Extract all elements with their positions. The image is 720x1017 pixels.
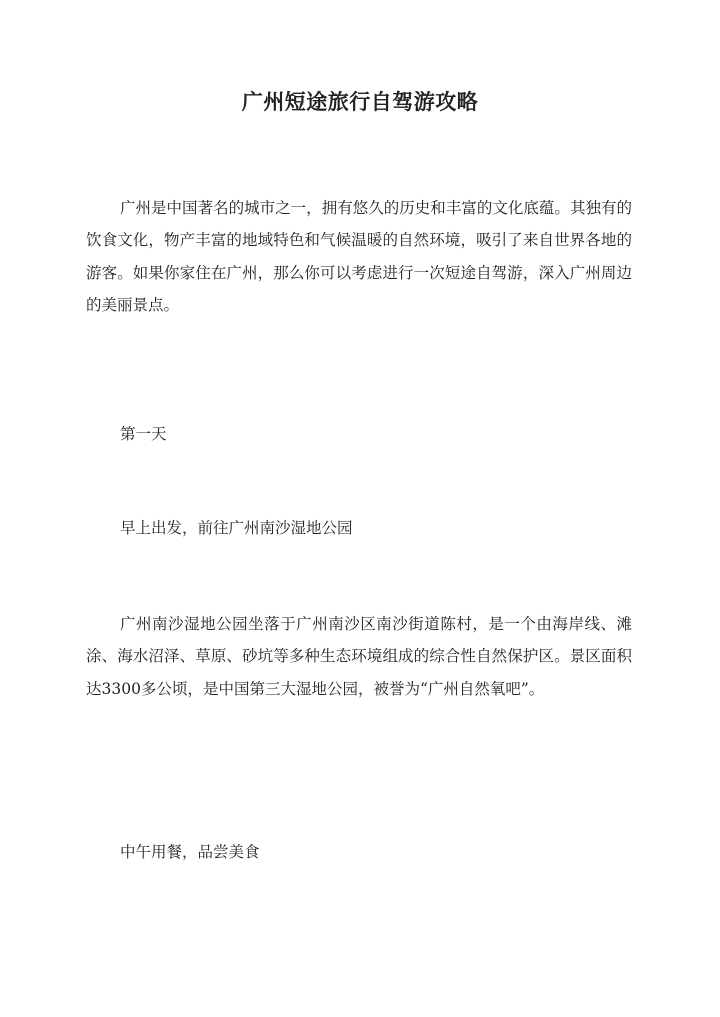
nansha-wetland-description: 广州南沙湿地公园坐落于广州南沙区南沙街道陈村，是一个由海岸线、滩涂、海水沼泽、草原、砂坑等多种生态环境组成的综合性自然保护区。景区面积达3300多公顷，是中国第三大湿地公园，被誉为“广州自然氧吧”。: [86, 615, 632, 698]
intro-paragraph: 广州是中国著名的城市之一，拥有悠久的历史和丰富的文化底蕴。其独有的饮食文化，物产丰富的地域特色和气候温暖的自然环境，吸引了来自世界各地的游客。如果你家住在广州，那么你可以考虑进行一次短途自驾游，深入广州周边的美丽景点。: [86, 199, 632, 315]
lunch-plan: 中午用餐，品尝美食: [120, 843, 260, 861]
document-title: 广州短途旅行自驾游攻略: [241, 89, 479, 114]
day-one-heading: 第一天: [120, 425, 167, 443]
morning-plan: 早上出发，前往广州南沙湿地公园: [120, 519, 353, 537]
